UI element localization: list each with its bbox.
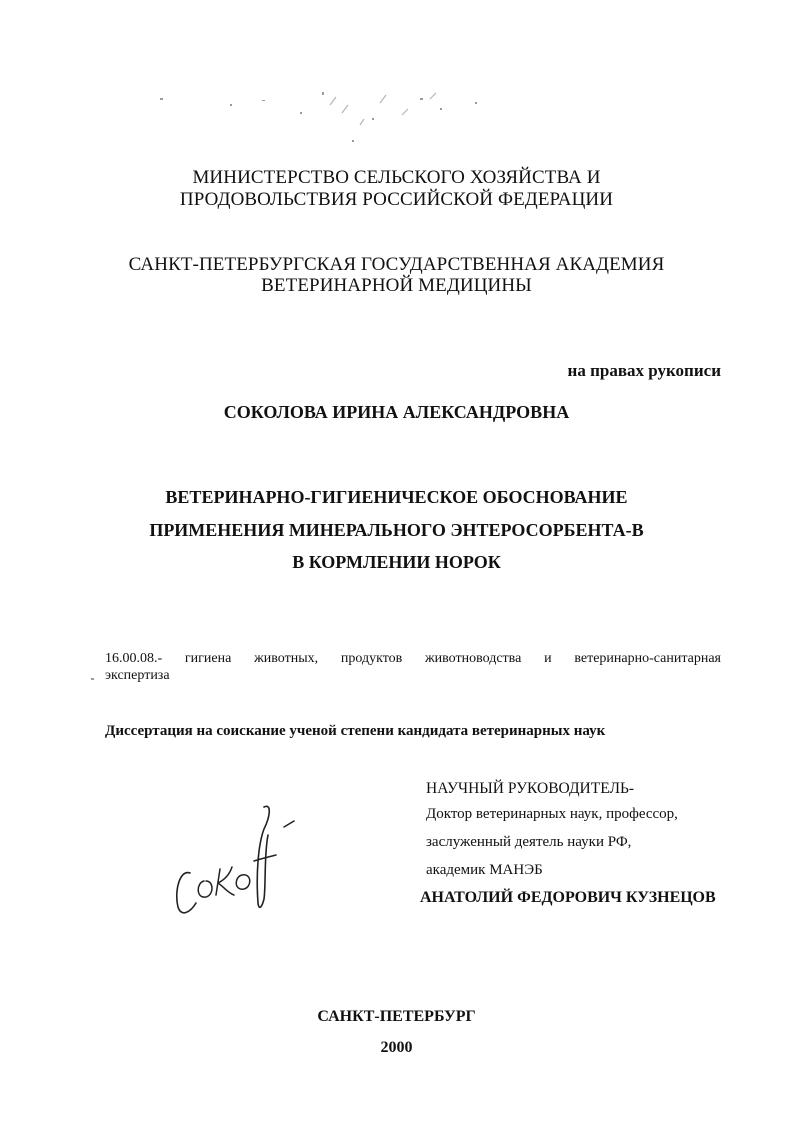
thesis-title-line-3: В КОРМЛЕНИИ НОРОК — [292, 552, 501, 572]
academy-line-2: ВЕТЕРИНАРНОЙ МЕДИЦИНЫ — [261, 275, 532, 296]
scan-speck — [160, 98, 163, 100]
thesis-title-line-2: ПРИМЕНЕНИЯ МИНЕРАЛЬНОГО ЭНТЕРОСОРБЕНТА-В — [149, 520, 644, 540]
city: САНКТ-ПЕТЕРБУРГ — [317, 1008, 476, 1025]
specialty-line-2: экспертиза — [105, 668, 170, 683]
ministry-line-2: ПРОДОВОЛЬСТВИЯ РОССИЙСКОЙ ФЕДЕРАЦИИ — [179, 189, 614, 210]
specialty-line-1: 16.00.08.- гигиена животных, продуктов животноводства и ветеринарно-санитарная — [105, 651, 721, 666]
year: 2000 — [380, 1039, 413, 1056]
ministry-line-1: МИНИСТЕРСТВО СЕЛЬСКОГО ХОЗЯЙСТВА И — [192, 167, 601, 188]
scan-speck — [230, 104, 232, 106]
supervisor-credentials-2: заслуженный деятель науки РФ, — [426, 834, 632, 850]
handwritten-signature — [168, 795, 308, 935]
manuscript-note: на правах рукописи — [567, 361, 721, 380]
supervisor-name: АНАТОЛИЙ ФЕДОРОВИЧ КУЗНЕЦОВ — [420, 889, 716, 906]
academy-line-1: САНКТ-ПЕТЕРБУРГСКАЯ ГОСУДАРСТВЕННАЯ АКАДЕМИЯ — [128, 254, 665, 275]
author-name: СОКОЛОВА ИРИНА АЛЕКСАНДРОВНА — [223, 402, 570, 422]
supervisor-credentials-1: Доктор ветеринарных наук, профессор, — [426, 806, 678, 822]
supervisor-credentials-3: академик МАНЭБ — [426, 862, 543, 878]
degree-statement: Диссертация на соискание ученой степени кандидата ветеринарных наук — [105, 723, 606, 739]
thesis-title-line-1: ВЕТЕРИНАРНО-ГИГИЕНИЧЕСКОЕ ОБОСНОВАНИЕ — [165, 487, 628, 507]
scan-speck — [262, 100, 265, 101]
scan-speck — [91, 678, 94, 680]
scan-marks — [290, 85, 490, 145]
supervisor-heading: НАУЧНЫЙ РУКОВОДИТЕЛЬ- — [426, 780, 635, 797]
